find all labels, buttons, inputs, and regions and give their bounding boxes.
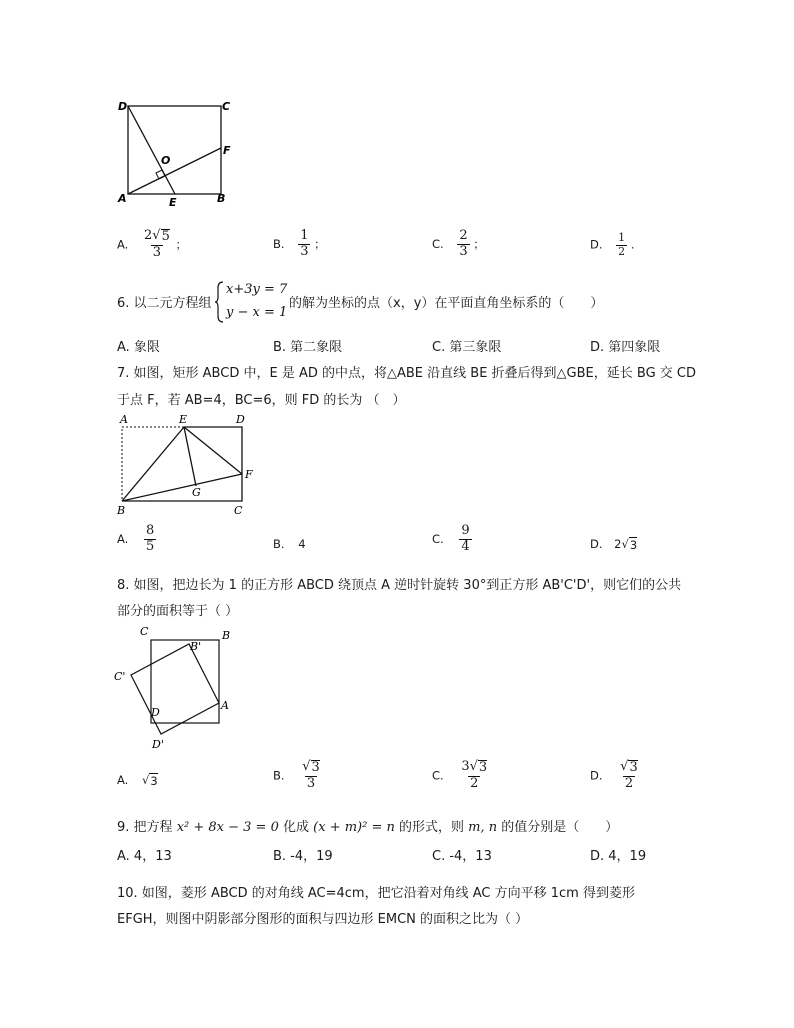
q7-line2: 于点 F，若 AB=4，BC=6，则 FD 的长为 （ ） [117,393,406,408]
option-letter: D. [590,537,603,551]
label-b: B [217,192,226,205]
q8-option-c[interactable]: C. 3 √ 3 2 [432,759,488,791]
option-value: 4 [298,537,306,551]
denominator: 4 [461,538,470,554]
label-b: B [117,504,126,517]
q8-option-d[interactable]: D. √ 3 2 [590,759,638,791]
option-letter: B. [273,236,285,251]
q9-form: (x + m)² = n [313,820,395,835]
q7-option-a[interactable] [117,524,156,555]
label-d-prime: D' [152,738,164,751]
q9-equation: x² + 8x − 3 = 0 [176,820,279,835]
label-a: A [221,699,229,712]
q9-option-d[interactable]: D. 4，19 [590,849,647,864]
q8-option-b[interactable]: B. √ 3 3 [273,759,320,791]
numerator: 1 [618,231,626,244]
label-d: D [118,100,128,113]
q9-prefix: 9. 把方程 [117,820,173,835]
option-tail: ； [314,236,326,251]
numerator: 1 [300,228,309,243]
radicand: 5 [161,229,170,244]
square-ab'c'd' [131,644,219,734]
denominator: 5 [145,538,155,554]
denominator: 3 [300,243,309,259]
option-letter: D. [590,768,603,783]
radicand: 3 [478,760,488,775]
q9-option-a[interactable]: A. 4，13 [117,849,172,864]
brace-icon [215,280,225,324]
square-abcd [151,640,219,723]
q9-suffix2: 的值分别是（ ） [501,820,619,835]
q7-option-b[interactable] [273,537,306,551]
label-g: G [192,486,201,499]
segment-eb [122,427,184,501]
option-letter: B. [273,768,285,783]
q7-option-d[interactable]: D. 2 √ 3 [590,537,638,552]
radicand: 3 [150,774,158,788]
label-c: C [140,625,149,638]
option-tail: . [630,237,635,252]
coef: 2 [614,537,622,551]
denominator: 2 [618,244,626,258]
q9-mid: 化成 [283,820,310,835]
q5-option-a[interactable]: A. 2 √ 5 3 ； [117,228,187,260]
segment-af [128,148,221,194]
label-c-prime: C' [114,670,126,683]
q5-option-b[interactable] [273,229,326,260]
option-letter: C. [432,531,444,546]
denominator: 3 [306,775,316,791]
q9-option-c[interactable]: C. -4，13 [432,849,492,864]
label-d: D [236,413,245,426]
label-a: A [120,413,128,426]
option-letter: B. [273,537,285,551]
option-letter: A. [117,773,129,787]
numerator: 9 [461,523,470,538]
q8-line1: 8. 如图，把边长为 1 的正方形 ABCD 绕顶点 A 逆时针旋转 30°到正方形 AB'C'D'，则它们的公共 [117,578,682,593]
square-abcd [128,106,221,194]
option-letter: A. [117,531,129,546]
option-letter: C. [432,236,444,251]
denominator: 2 [624,775,634,791]
q6-option-a[interactable]: A. 象限 [117,340,160,355]
q5-option-c[interactable] [432,229,485,260]
rectangle-edges [122,427,242,501]
q8-option-a[interactable]: A. √ 3 [117,773,158,788]
denominator: 3 [459,243,468,259]
q9-question [117,816,618,835]
label-o: O [161,154,171,167]
q7-option-c[interactable] [432,524,472,555]
label-a: A [118,192,127,205]
denominator: 3 [152,244,162,260]
figure-q7 [112,410,262,520]
label-c: C [222,100,231,113]
option-letter: A. [117,237,129,252]
q10-line1: 10. 如图，菱形 ABCD 的对角线 AC=4cm，把它沿着对角线 AC 方向平移 1cm 得到菱形 [117,886,635,901]
q6-option-b[interactable]: B. 第二象限 [273,340,343,355]
label-c: C [234,504,243,517]
q6-prefix: 6. 以二元方程组 [117,296,212,311]
label-e: E [179,413,188,426]
figure-q8 [110,620,250,755]
figure-q5 [112,96,242,211]
label-b: B [222,629,231,642]
q6-eq1: x+3y = 7 [226,282,288,297]
label-e: E [169,196,177,209]
option-letter: C. [432,768,444,783]
segment-de [128,106,175,194]
numerator: 2 [459,228,468,243]
radicand: 3 [311,760,320,775]
denominator: 2 [470,775,479,791]
q7-line1: 7. 如图，矩形 ABCD 中，E 是 AD 的中点，将△ABE 沿直线 BE 折叠后得到△GBE，延长 BG 交 CD [117,366,696,381]
label-b-prime: B' [190,640,202,653]
option-tail: ； [175,237,187,252]
q9-suffix1: 的形式，则 [399,820,465,835]
q5-option-d[interactable] [590,232,634,258]
label-f: F [245,468,253,481]
coef: 2 [143,228,153,243]
radicand: 3 [629,760,638,775]
numerator: 8 [145,523,155,538]
q6-eq2: y − x = 1 [226,305,288,320]
label-f: F [223,144,231,157]
radicand: 3 [629,538,638,552]
q6-option-d[interactable]: D. 第四象限 [590,340,661,355]
q9-option-b[interactable]: B. -4，19 [273,849,333,864]
q8-line2: 部分的面积等于（ ） [117,604,239,619]
option-tail: ； [473,236,485,251]
option-letter: D. [590,237,603,252]
coef: 3 [461,759,470,774]
segment-bf [122,474,242,501]
q10-line2: EFGH，则图中阴影部分图形的面积与四边形 EMCN 的面积之比为（ ） [117,912,529,927]
label-d: D [151,706,160,719]
q9-vars: m, n [468,820,498,835]
q6-option-c[interactable]: C. 第三象限 [432,340,502,355]
q6-suffix: 的解为坐标的点（x，y）在平面直角坐标系的（ ） [289,296,604,311]
